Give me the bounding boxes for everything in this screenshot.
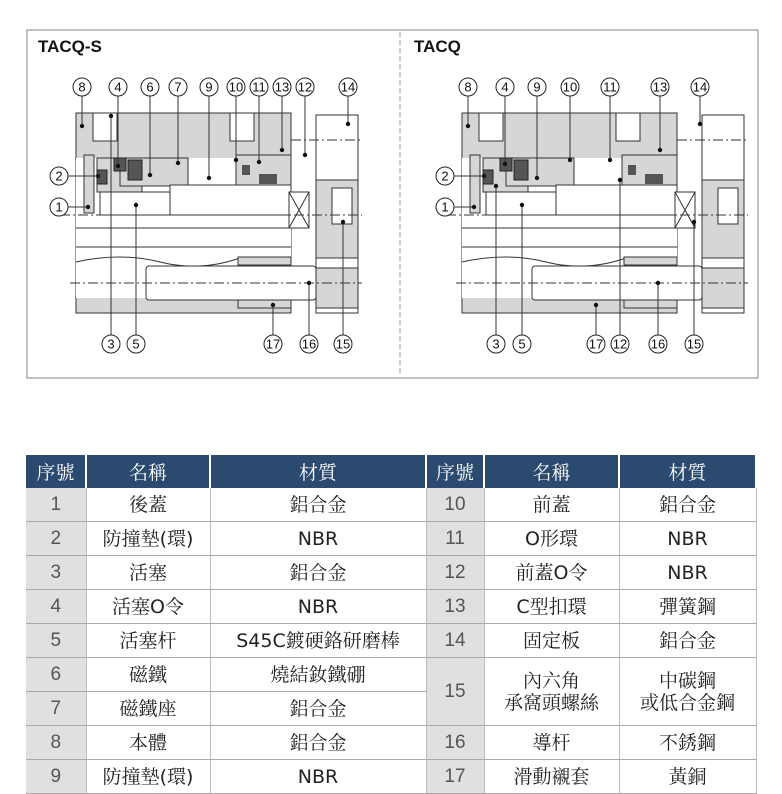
part-name: 本體	[86, 726, 210, 760]
part-material: 彈簧鋼	[619, 590, 756, 624]
part-number: 13	[426, 590, 484, 624]
leader-dot	[594, 303, 598, 307]
part-material: NBR	[210, 760, 426, 794]
part-name: 磁鐵	[86, 658, 210, 692]
leader-dot	[618, 178, 622, 182]
column-header: 序號	[26, 455, 86, 488]
column-header: 材質	[619, 455, 756, 488]
part-number: 15	[426, 658, 484, 726]
leader-dot	[96, 174, 100, 178]
part-number: 16	[426, 726, 484, 760]
leader-dot	[86, 205, 90, 209]
leader-dot	[257, 160, 261, 164]
part-name: 導杆	[484, 726, 619, 760]
part-name: 防撞墊(環)	[86, 760, 210, 794]
leader-dot	[535, 176, 539, 180]
part-name: 磁鐵座	[86, 692, 210, 726]
callout-number: 2	[55, 168, 63, 184]
callout-number: 14	[340, 79, 356, 95]
part-name: 活塞O令	[86, 590, 210, 624]
callout-number: 17	[265, 336, 281, 352]
part-name: 前蓋O令	[484, 556, 619, 590]
callout-number: 5	[518, 336, 526, 352]
part-material: 不銹鋼	[619, 726, 756, 760]
leader-dot	[307, 281, 311, 285]
part-name: 內六角 承窩頭螺絲	[484, 658, 619, 726]
part-material: 鋁合金	[619, 488, 756, 522]
column-header: 材質	[210, 455, 426, 488]
part-name: 活塞杆	[86, 624, 210, 658]
diagram-title-right: TACQ	[414, 37, 461, 56]
leader-dot	[692, 220, 696, 224]
table-row	[26, 590, 756, 624]
callout-number: 10	[562, 79, 578, 95]
table-row	[26, 556, 756, 590]
callout-number: 9	[533, 79, 541, 95]
callout-number: 14	[692, 79, 708, 95]
leader-dot	[116, 164, 120, 168]
part-material: NBR	[210, 522, 426, 556]
leader-dot	[80, 124, 84, 128]
callout-number: 10	[228, 79, 244, 95]
callout-number: 6	[146, 79, 154, 95]
part-number: 8	[26, 726, 86, 760]
callout-number: 4	[114, 79, 122, 95]
leader-dot	[658, 148, 662, 152]
part-number: 17	[426, 760, 484, 794]
leader-dot	[698, 122, 702, 126]
table-row	[26, 658, 756, 692]
callout-number: 1	[55, 199, 63, 215]
part-number: 2	[26, 522, 86, 556]
callout-number: 7	[174, 79, 182, 95]
part-material: 燒結釹鐵硼	[210, 658, 426, 692]
callout-number: 5	[132, 336, 140, 352]
callout-number: 17	[588, 336, 604, 352]
part-material: 鋁合金	[619, 624, 756, 658]
part-number: 3	[26, 556, 86, 590]
part-material: 鋁合金	[210, 488, 426, 522]
cylinder-section-tacq	[446, 113, 748, 313]
leader-dot	[176, 161, 180, 165]
callout-number: 9	[205, 79, 213, 95]
part-material: S45C鍍硬鉻研磨棒	[210, 624, 426, 658]
part-number: 6	[26, 658, 86, 692]
callout-number: 15	[335, 336, 351, 352]
part-name: 防撞墊(環)	[86, 522, 210, 556]
callout-number: 3	[492, 336, 500, 352]
callout-number: 13	[274, 79, 290, 95]
callout-number: 11	[252, 79, 266, 95]
part-number: 9	[26, 760, 86, 794]
diagram-title-left: TACQ-S	[38, 37, 102, 56]
callout-number: 8	[464, 79, 472, 95]
table-row	[26, 624, 756, 658]
leader-dot	[520, 203, 524, 207]
table-row	[26, 760, 756, 794]
part-material: NBR	[619, 522, 756, 556]
column-header: 名稱	[484, 455, 619, 488]
table-row	[26, 488, 756, 522]
part-material: 黃銅	[619, 760, 756, 794]
leader-dot	[148, 173, 152, 177]
part-number: 1	[26, 488, 86, 522]
callout-number: 12	[612, 336, 628, 352]
part-material: NBR	[210, 590, 426, 624]
part-name: O形環	[484, 522, 619, 556]
part-name: 前蓋	[484, 488, 619, 522]
part-material: NBR	[619, 556, 756, 590]
callout-number: 16	[650, 336, 666, 352]
leader-dot	[482, 174, 486, 178]
leader-dot	[472, 205, 476, 209]
part-material: 鋁合金	[210, 726, 426, 760]
part-number: 14	[426, 624, 484, 658]
part-name: 活塞	[86, 556, 210, 590]
leader-dot	[656, 281, 660, 285]
leader-dot	[346, 122, 350, 126]
callout-number: 16	[301, 336, 317, 352]
leader-dot	[109, 114, 113, 118]
callout-number: 3	[107, 336, 115, 352]
part-number: 4	[26, 590, 86, 624]
part-number: 10	[426, 488, 484, 522]
leader-dot	[280, 148, 284, 152]
part-name: 固定板	[484, 624, 619, 658]
callout-number: 4	[501, 79, 509, 95]
leader-dot	[234, 158, 238, 162]
column-header: 序號	[426, 455, 484, 488]
part-name: C型扣環	[484, 590, 619, 624]
callout-number: 2	[441, 168, 449, 184]
table-row	[26, 522, 756, 556]
part-number: 11	[426, 522, 484, 556]
leader-dot	[494, 184, 498, 188]
part-number: 12	[426, 556, 484, 590]
callout-number: 1	[441, 199, 449, 215]
part-name: 滑動襯套	[484, 760, 619, 794]
callout-number: 13	[652, 79, 668, 95]
cylinder-section-tacq-s	[60, 113, 362, 313]
part-name: 後蓋	[86, 488, 210, 522]
callout-number: 11	[603, 79, 617, 95]
leader-dot	[303, 153, 307, 157]
column-header: 名稱	[86, 455, 210, 488]
part-material: 鋁合金	[210, 556, 426, 590]
leader-dot	[134, 203, 138, 207]
table-row	[26, 726, 756, 760]
part-material: 中碳鋼 或低合金鋼	[619, 658, 756, 726]
table-header	[26, 455, 756, 488]
table-body	[26, 488, 756, 794]
part-number: 7	[26, 692, 86, 726]
leader-dot	[341, 220, 345, 224]
part-material: 鋁合金	[210, 692, 426, 726]
callout-number: 8	[78, 79, 86, 95]
leader-dot	[207, 176, 211, 180]
leader-dot	[503, 162, 507, 166]
callout-number: 12	[297, 79, 313, 95]
leader-dot	[466, 124, 470, 128]
leader-dot	[271, 303, 275, 307]
parts-table	[26, 455, 757, 794]
part-number: 5	[26, 624, 86, 658]
callout-number: 15	[686, 336, 702, 352]
leader-dot	[568, 158, 572, 162]
leader-dot	[608, 158, 612, 162]
